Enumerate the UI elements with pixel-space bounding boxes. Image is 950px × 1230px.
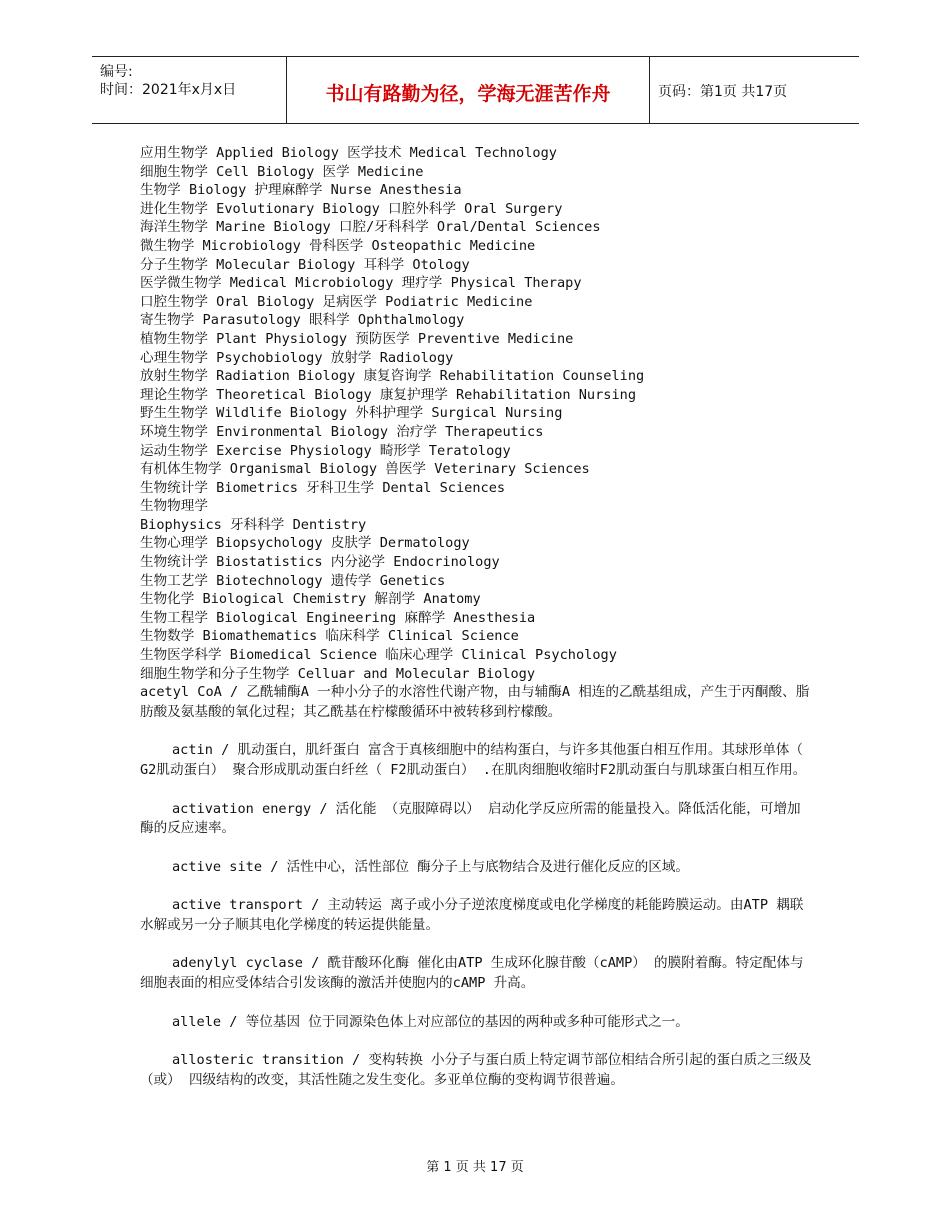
document-date-label: 时间：2021年x月x日	[100, 82, 237, 98]
term-line: 心理生物学 Psychobiology 放射学 Radiology	[140, 349, 454, 366]
term-line: 细胞生物学和分子生物学 Celluar and Molecular Biology	[140, 665, 536, 682]
term-line: 生物统计学 Biometrics 牙科卫生学 Dental Sciences	[140, 479, 506, 496]
definition-paragraph: active site / 活性中心，活性部位 酶分子上与底物结合及进行催化反应的区域。	[172, 858, 689, 875]
header-left-cell	[92, 57, 286, 123]
definition-paragraph: activation energy / 活化能 （克服障碍以） 启动化学反应所需的能量投入。降低活化能，可增加酶的反应速率。	[140, 800, 801, 837]
page-footer: 第 1 页 共 17 页	[426, 1160, 524, 1175]
page-header	[92, 56, 859, 124]
term-line: 植物生物学 Plant Physiology 预防医学 Preventive Medicine	[140, 330, 574, 347]
term-line: 进化生物学 Evolutionary Biology 口腔外科学 Oral Surgery	[140, 200, 563, 217]
term-line: 海洋生物学 Marine Biology 口腔/牙科科学 Oral/Dental Sciences	[140, 219, 601, 236]
definition-paragraph: allosteric transition / 变构转换 小分子与蛋白质上特定调节部位相结合所引起的蛋白质之三级及（或） 四级结构的改变，其活性随之发生变化。多亚单位酶的变构调节很普遍。	[140, 1051, 812, 1088]
header-motto: 书山有路勤为径，学海无涯苦作舟	[325, 83, 611, 105]
term-line: 口腔生物学 Oral Biology 足病医学 Podiatric Medicine	[140, 293, 533, 310]
term-line: 生物数学 Biomathematics 临床科学 Clinical Science	[140, 628, 519, 645]
term-line: 运动生物学 Exercise Physiology 畸形学 Teratology	[140, 442, 511, 459]
term-line: 生物工程学 Biological Engineering 麻醉学 Anesthesia	[140, 609, 536, 626]
term-line: 寄生物学 Parasutology 眼科学 Ophthalmology	[140, 312, 465, 329]
term-line: 医学微生物学 Medical Microbiology 理疗学 Physical Therapy	[140, 275, 582, 292]
term-line: 生物统计学 Biostatistics 内分泌学 Endocrinology	[140, 554, 500, 571]
term-line: Biophysics 牙科科学 Dentistry	[140, 516, 367, 533]
header-motto-cell	[286, 57, 650, 123]
definition-paragraph: actin / 肌动蛋白，肌纤蛋白 富含于真核细胞中的结构蛋白，与许多其他蛋白相互作用。其球形单体（ G2肌动蛋白） 聚合形成肌动蛋白纤丝（ F2肌动蛋白） .在肌肉细胞收缩时F2肌动蛋白与肌球蛋白相互作用。	[140, 742, 807, 779]
term-line: 分子生物学 Molecular Biology 耳科学 Otology	[140, 256, 470, 273]
term-line: 生物工艺学 Biotechnology 遗传学 Genetics	[140, 572, 446, 589]
term-line: 理论生物学 Theoretical Biology 康复护理学 Rehabilitation Nursing	[140, 386, 637, 403]
term-line: 生物心理学 Biopsychology 皮肤学 Dermatology	[140, 535, 470, 552]
term-line: 放射生物学 Radiation Biology 康复咨询学 Rehabilitation Counseling	[140, 368, 645, 385]
definition-paragraph: allele / 等位基因 位于同源染色体上对应部位的基因的两种或多种可能形式之一。	[172, 1013, 689, 1030]
document-body	[140, 144, 812, 1091]
term-line: 野生生物学 Wildlife Biology 外科护理学 Surgical Nursing	[140, 405, 563, 422]
term-line: 细胞生物学 Cell Biology 医学 Medicine	[140, 163, 424, 180]
term-line: 有机体生物学 Organismal Biology 兽医学 Veterinary Sciences	[140, 461, 590, 478]
definition-paragraph: active transport / 主动转运 离子或小分子逆浓度梯度或电化学梯度的耗能跨膜运动。由ATP 耦联水解或另一分子顺其电化学梯度的转运提供能量。	[140, 897, 804, 933]
term-line: 生物医学科学 Biomedical Science 临床心理学 Clinical Psychology	[140, 647, 617, 664]
definition-paragraph: adenylyl cyclase / 酰苷酸环化酶 催化由ATP 生成环化腺苷酸（cAMP） 的膜附着酶。特定配体与细胞表面的相应受体结合引发该酶的激活并使胞内的cAMP 升高。	[140, 955, 804, 992]
term-line: 生物物理学	[140, 498, 208, 515]
term-line: 微生物学 Microbiology 骨科医学 Osteopathic Medicine	[140, 237, 536, 254]
header-page-cell	[650, 57, 859, 123]
term-line: 应用生物学 Applied Biology 医学技术 Medical Technology	[140, 145, 557, 161]
term-line: 环境生物学 Environmental Biology 治疗学 Therapeutics	[140, 423, 544, 440]
definition-paragraph: acetyl CoA / 乙酰辅酶A 一种小分子的水溶性代谢产物，由与辅酶A 相连的乙酰基组成，产生于丙酮酸、脂肪酸及氨基酸的氧化过程；其乙酰基在柠檬酸循环中被转移到柠檬酸。	[140, 684, 810, 721]
document-number-label: 编号:	[100, 64, 133, 80]
term-line: 生物学 Biology 护理麻醉学 Nurse Anesthesia	[140, 182, 462, 199]
term-list	[140, 144, 812, 683]
header-page-info: 页码：第1页 共17页	[658, 84, 788, 100]
term-line: 生物化学 Biological Chemistry 解剖学 Anatomy	[140, 591, 481, 608]
